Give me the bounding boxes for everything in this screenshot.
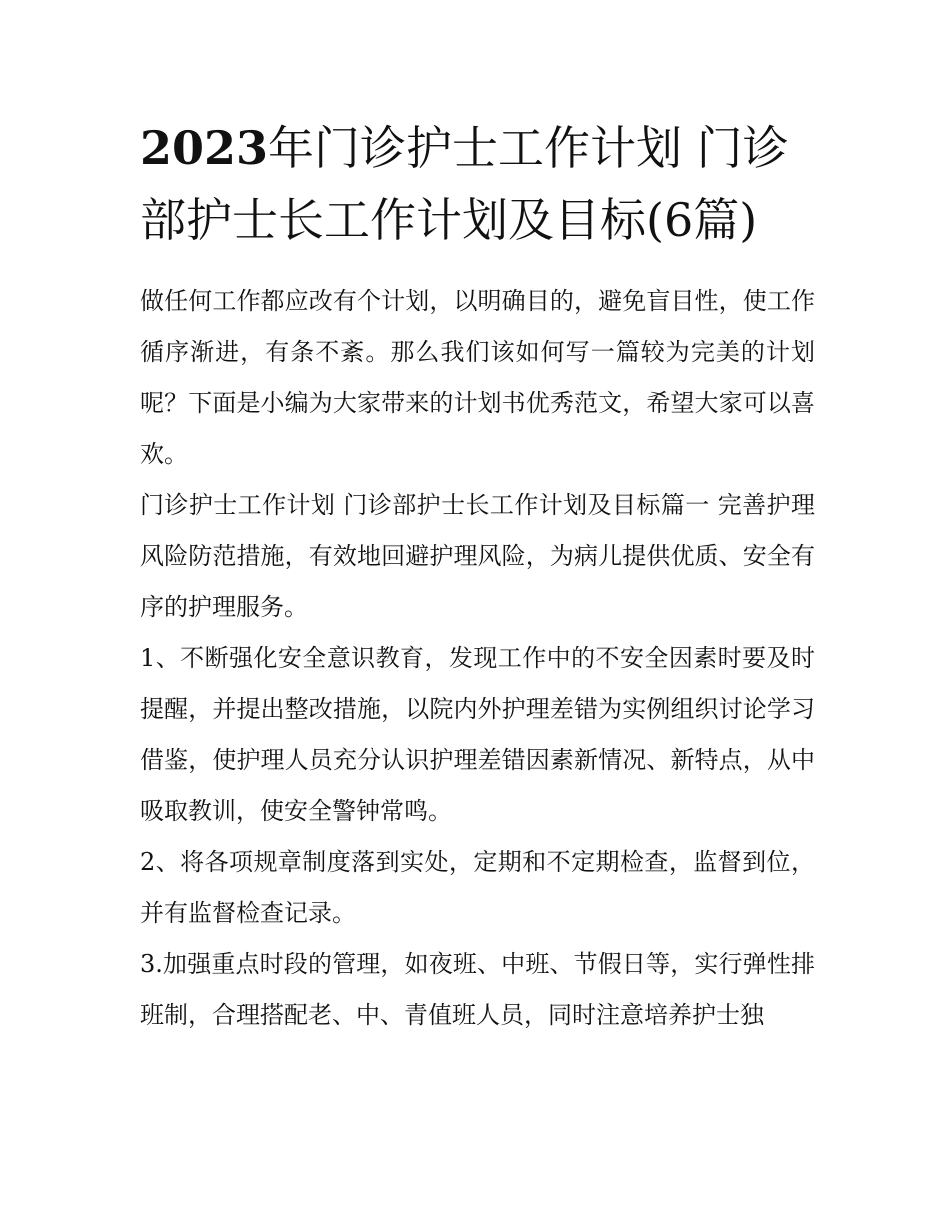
document-page (140, 112, 815, 1041)
paragraph-section-one: 门诊护士工作计划 门诊部护士长工作计划及目标篇一 完善护理风险防范措施，有效地回避护理风险，为病儿提供优质、安全有序的护理服务。 (140, 491, 815, 621)
document-body (140, 276, 815, 1041)
paragraph-intro: 做任何工作都应改有个计划，以明确目的，避免盲目性，使工作循序渐进，有条不紊。那么我们该如何写一篇较为完美的计划呢？下面是小编为大家带来的计划书优秀范文，希望大家可以喜欢。 (140, 287, 815, 468)
title-year: 2023 (140, 121, 269, 175)
paragraph-item-3: 3.加强重点时段的管理，如夜班、中班、节假日等，实行弹性排班制，合理搭配老、中、青值班人员，同时注意培养护士独 (140, 950, 815, 1029)
paragraph-item-1: 1、不断强化安全意识教育，发现工作中的不安全因素时要及时提醒，并提出整改措施，以院内外护理差错为实例组织讨论学习借鉴，使护理人员充分认识护理差错因素新情况、新特点，从中吸取教训，使安全警钟常鸣。 (140, 644, 815, 825)
paragraph-item-2: 2、将各项规章制度落到实处，定期和不定期检查，监督到位，并有监督检查记录。 (140, 848, 815, 927)
document-title: 2023年门诊护士工作计划 门诊部护士长工作计划及目标(6篇) (140, 121, 789, 247)
